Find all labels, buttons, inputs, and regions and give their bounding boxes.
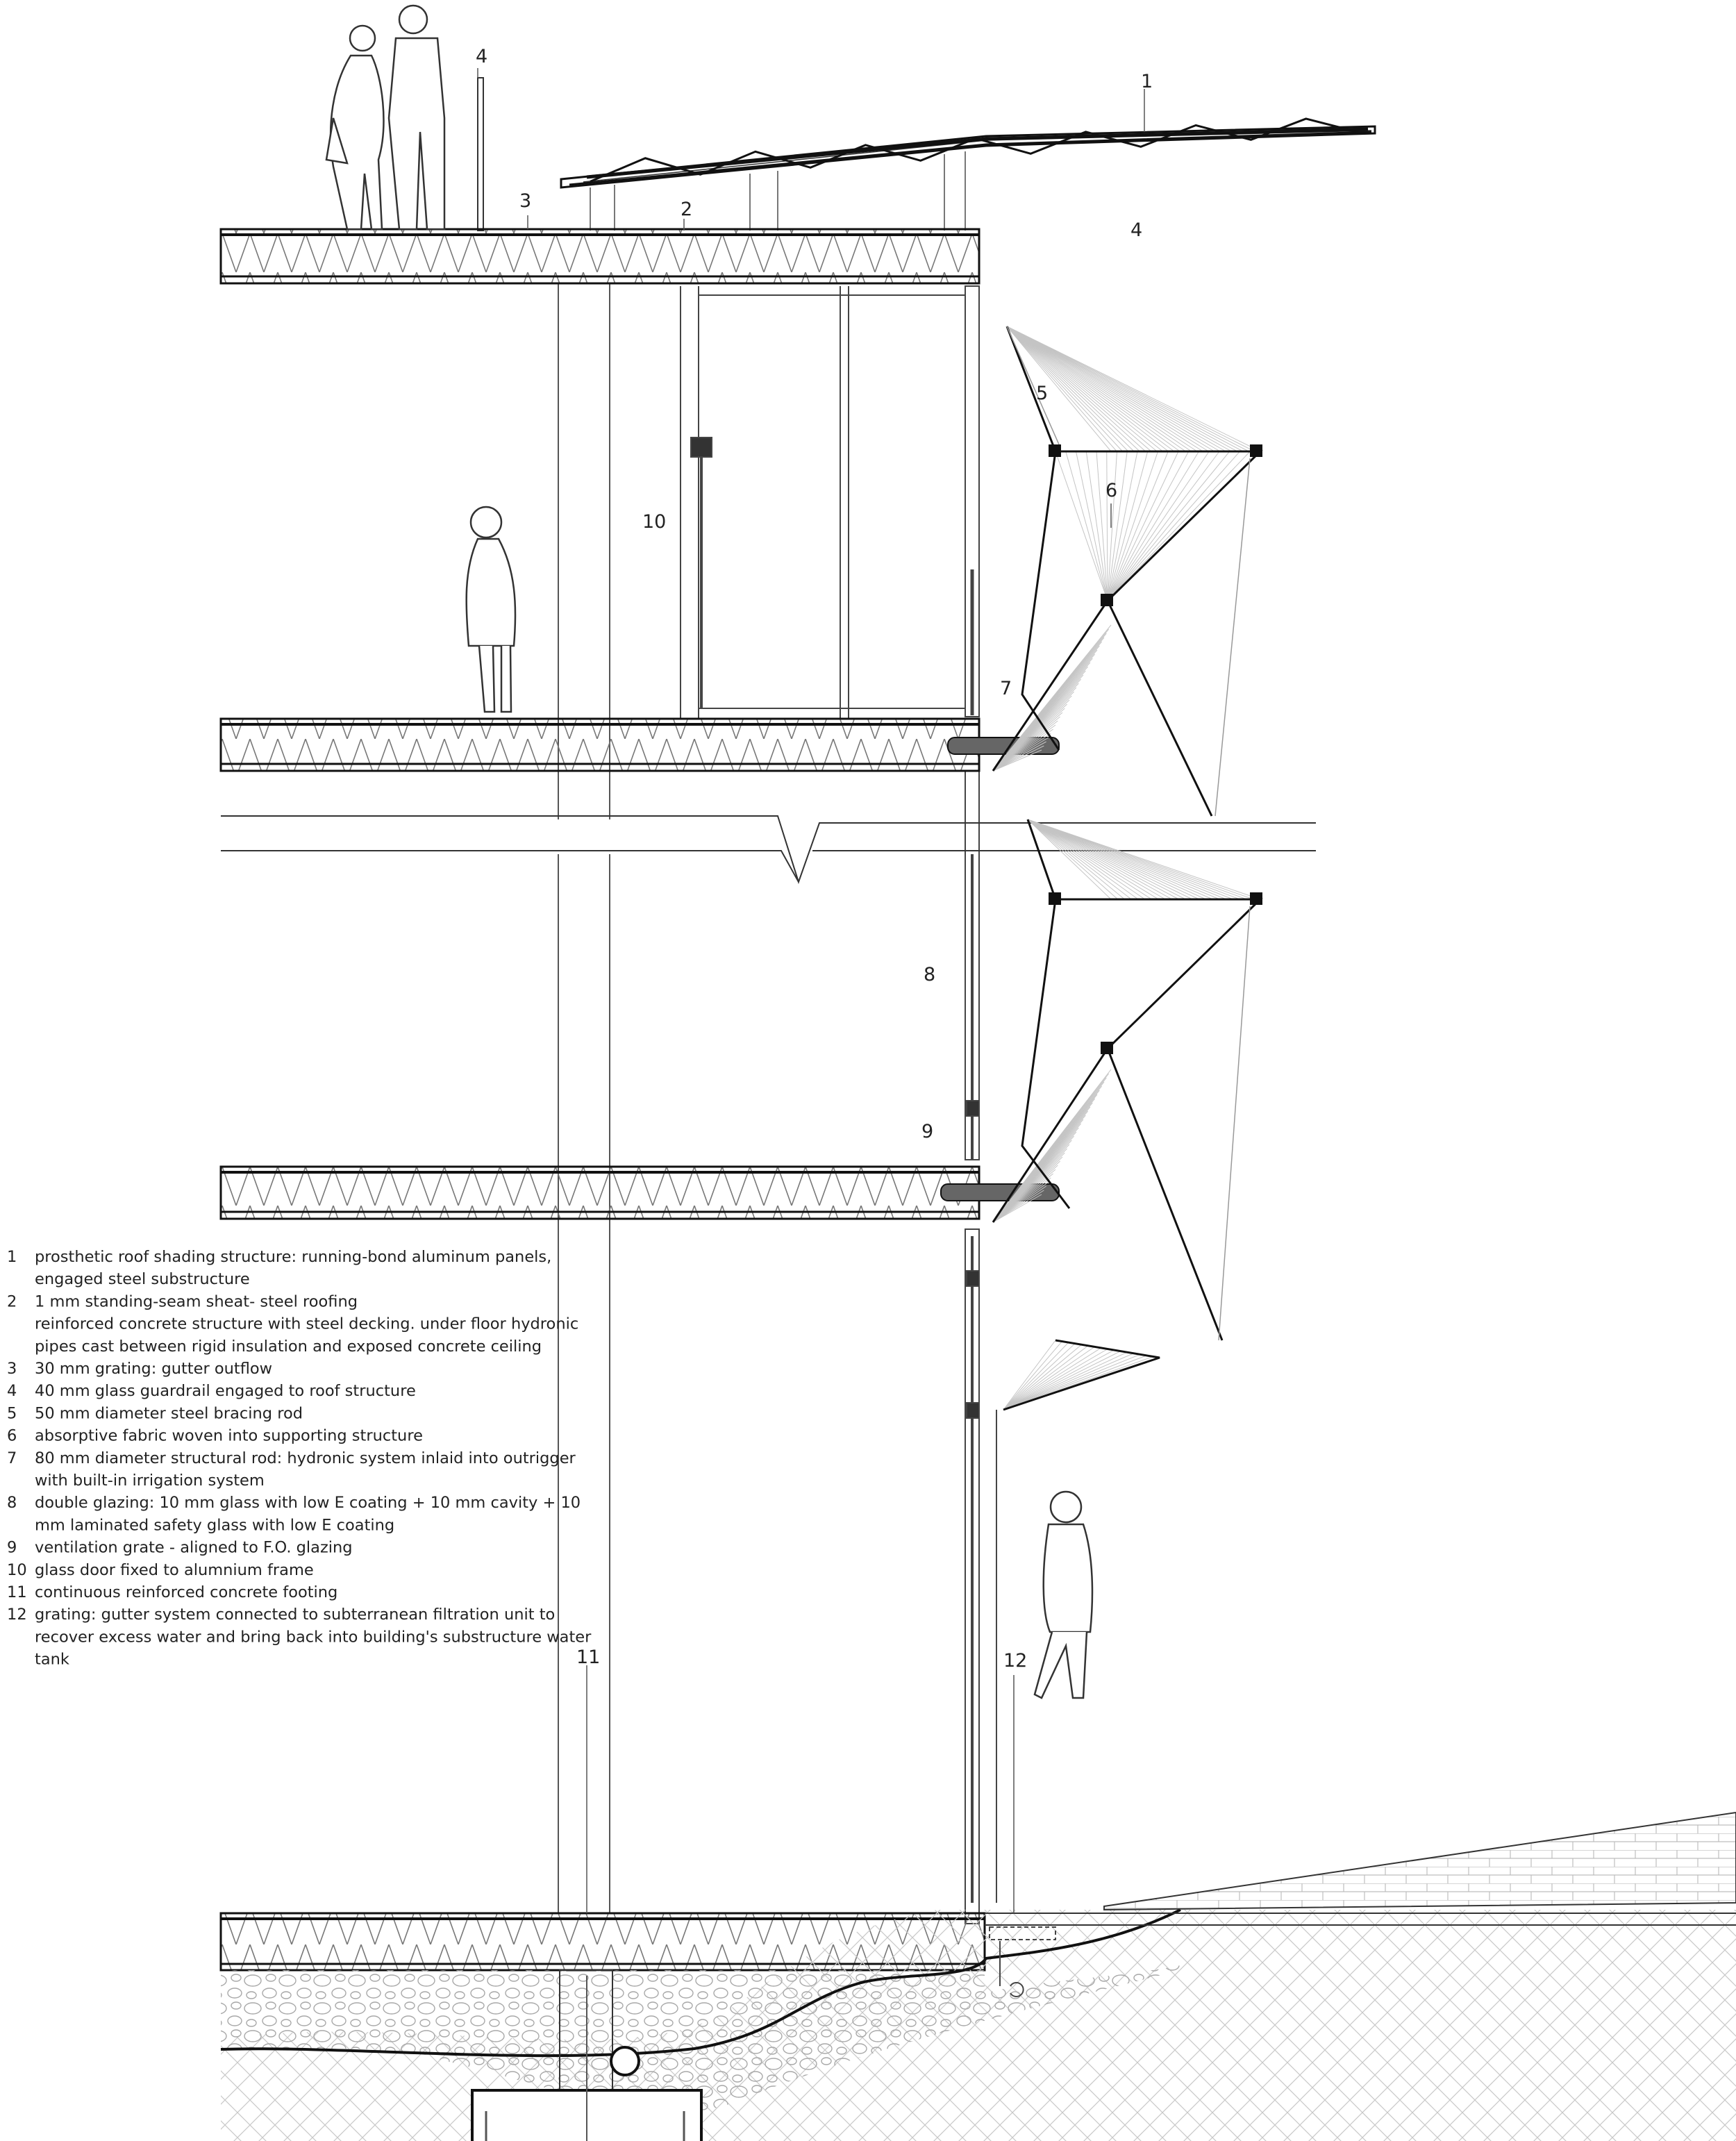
legend-text: ventilation grate - aligned to F.O. glazing [35, 1538, 353, 1557]
fabric-strand [1007, 326, 1111, 451]
legend-number: 2 [7, 1292, 17, 1311]
fabric-strand [1003, 1344, 1082, 1410]
lower-glazing-frame [965, 771, 996, 1924]
folded-fabric-shading [993, 326, 1262, 1410]
fabric-strand [1007, 326, 1180, 451]
filtration-pipe [611, 2047, 639, 2075]
fabric-strand [1028, 819, 1111, 899]
callout-1: 1 [1141, 71, 1153, 92]
legend-text: pipes cast between rigid insulation and exposed concrete ceiling [35, 1337, 542, 1356]
callout-8: 8 [924, 964, 936, 985]
legend-number: 7 [7, 1449, 17, 1467]
callout-numbers [476, 46, 1153, 1672]
fabric-strand [1007, 326, 1157, 451]
fabric-strand [1108, 451, 1178, 601]
fabric-strand [1003, 1348, 1101, 1410]
legend-number: 6 [7, 1426, 17, 1445]
column-lines [558, 283, 610, 1913]
fabric-strand [1028, 819, 1233, 899]
legend-text: double glazing: 10 mm glass with low E coating + 10 mm cavity + 10 [35, 1494, 581, 1513]
legend-number: 10 [7, 1560, 27, 1579]
fabric-strand [1086, 451, 1108, 601]
structural-rod-7 [941, 738, 1059, 1201]
fabric-strand [1108, 451, 1230, 601]
fabric-strand [1028, 819, 1240, 899]
legend-text: prosthetic roof shading structure: running-bond aluminum panels, [35, 1248, 552, 1266]
glass-guardrail [478, 78, 483, 231]
fabric-strand [1028, 819, 1131, 899]
legend-text: 40 mm glass guardrail engaged to roof structure [35, 1382, 416, 1401]
legend-text: 80 mm diameter structural rod: hydronic system inlaid into outrigger [35, 1449, 576, 1467]
upper-door-frame [681, 286, 979, 719]
fabric-strand [1028, 819, 1206, 899]
fabric-strand [1028, 819, 1158, 899]
fabric-strand [1028, 819, 1172, 899]
fabric-strand [1076, 451, 1108, 601]
fabric-strand [1007, 326, 1134, 451]
callout-12: 12 [1003, 1650, 1028, 1672]
middle-floor-slab [221, 1167, 979, 1219]
roof-slab [221, 229, 979, 283]
fabric-strand [1107, 451, 1108, 601]
fabric-strand [1028, 819, 1213, 899]
legend-text: continuous reinforced concrete footing [35, 1583, 338, 1601]
fabric-strand [1108, 451, 1168, 601]
callout-6: 6 [1105, 480, 1118, 501]
fabric-strand [1028, 819, 1138, 899]
callout-11: 11 [576, 1647, 601, 1668]
fabric-strand [1007, 326, 1186, 451]
fabric-strand [1028, 819, 1219, 899]
legend-text: 30 mm grating: gutter outflow [35, 1360, 273, 1378]
break-line [221, 816, 1316, 882]
legend-text: tank [35, 1650, 69, 1669]
fabric-strand [1066, 451, 1108, 601]
fabric-strand [1007, 326, 1151, 451]
legend-number: 1 [7, 1248, 17, 1266]
callout-4-guardrail: 4 [476, 46, 488, 67]
couple-on-roof [326, 6, 444, 229]
legend-number: 9 [7, 1538, 17, 1557]
fabric-strand [1096, 451, 1108, 601]
fabric-strand [1108, 451, 1250, 601]
woman-figure [467, 507, 515, 712]
legend-text: recover excess water and bring back into building's substructure water [35, 1628, 592, 1647]
callout-9: 9 [921, 1121, 934, 1142]
legend-text: with built-in irrigation system [35, 1472, 265, 1490]
man-figure [1035, 1492, 1092, 1698]
brick-embankment [1104, 1813, 1736, 1910]
callout-2: 2 [681, 199, 693, 220]
fabric-strand [1003, 1352, 1127, 1410]
legend-number: 12 [7, 1606, 27, 1624]
legend-number: 5 [7, 1404, 17, 1423]
legend-text: grating: gutter system connected to subterranean filtration unit to [35, 1606, 556, 1624]
upper-floor-slab [221, 719, 979, 771]
legend-text: reinforced concrete structure with steel decking. under floor hydronic [35, 1315, 579, 1333]
legend-text: mm laminated safety glass with low E coating [35, 1516, 395, 1535]
legend-text: glass door fixed to alumnium frame [35, 1560, 314, 1579]
fabric-strand [1003, 1351, 1121, 1410]
legend-text: absorptive fabric woven into supporting structure [35, 1426, 423, 1445]
legend-text: 1 mm standing-seam sheat- steel roofing [35, 1292, 358, 1311]
legend [7, 1248, 592, 1669]
fabric-strand [1003, 1353, 1134, 1410]
callout-4-right: 4 [1130, 219, 1143, 241]
fabric-strand [1055, 451, 1108, 601]
callout-10: 10 [642, 511, 667, 533]
fabric-strand [1028, 819, 1199, 899]
callout-7: 7 [1000, 678, 1012, 699]
callout-5: 5 [1036, 383, 1049, 404]
fabric-strand [1007, 326, 1117, 451]
legend-text: engaged steel substructure [35, 1270, 250, 1289]
legend-number: 11 [7, 1583, 27, 1601]
legend-number: 4 [7, 1382, 17, 1401]
legend-number: 8 [7, 1494, 17, 1513]
legend-text: 50 mm diameter steel bracing rod [35, 1404, 303, 1423]
callout-3: 3 [519, 190, 532, 212]
fabric-strand [1003, 1346, 1088, 1410]
fabric-strand [1108, 451, 1189, 601]
legend-number: 3 [7, 1360, 17, 1378]
